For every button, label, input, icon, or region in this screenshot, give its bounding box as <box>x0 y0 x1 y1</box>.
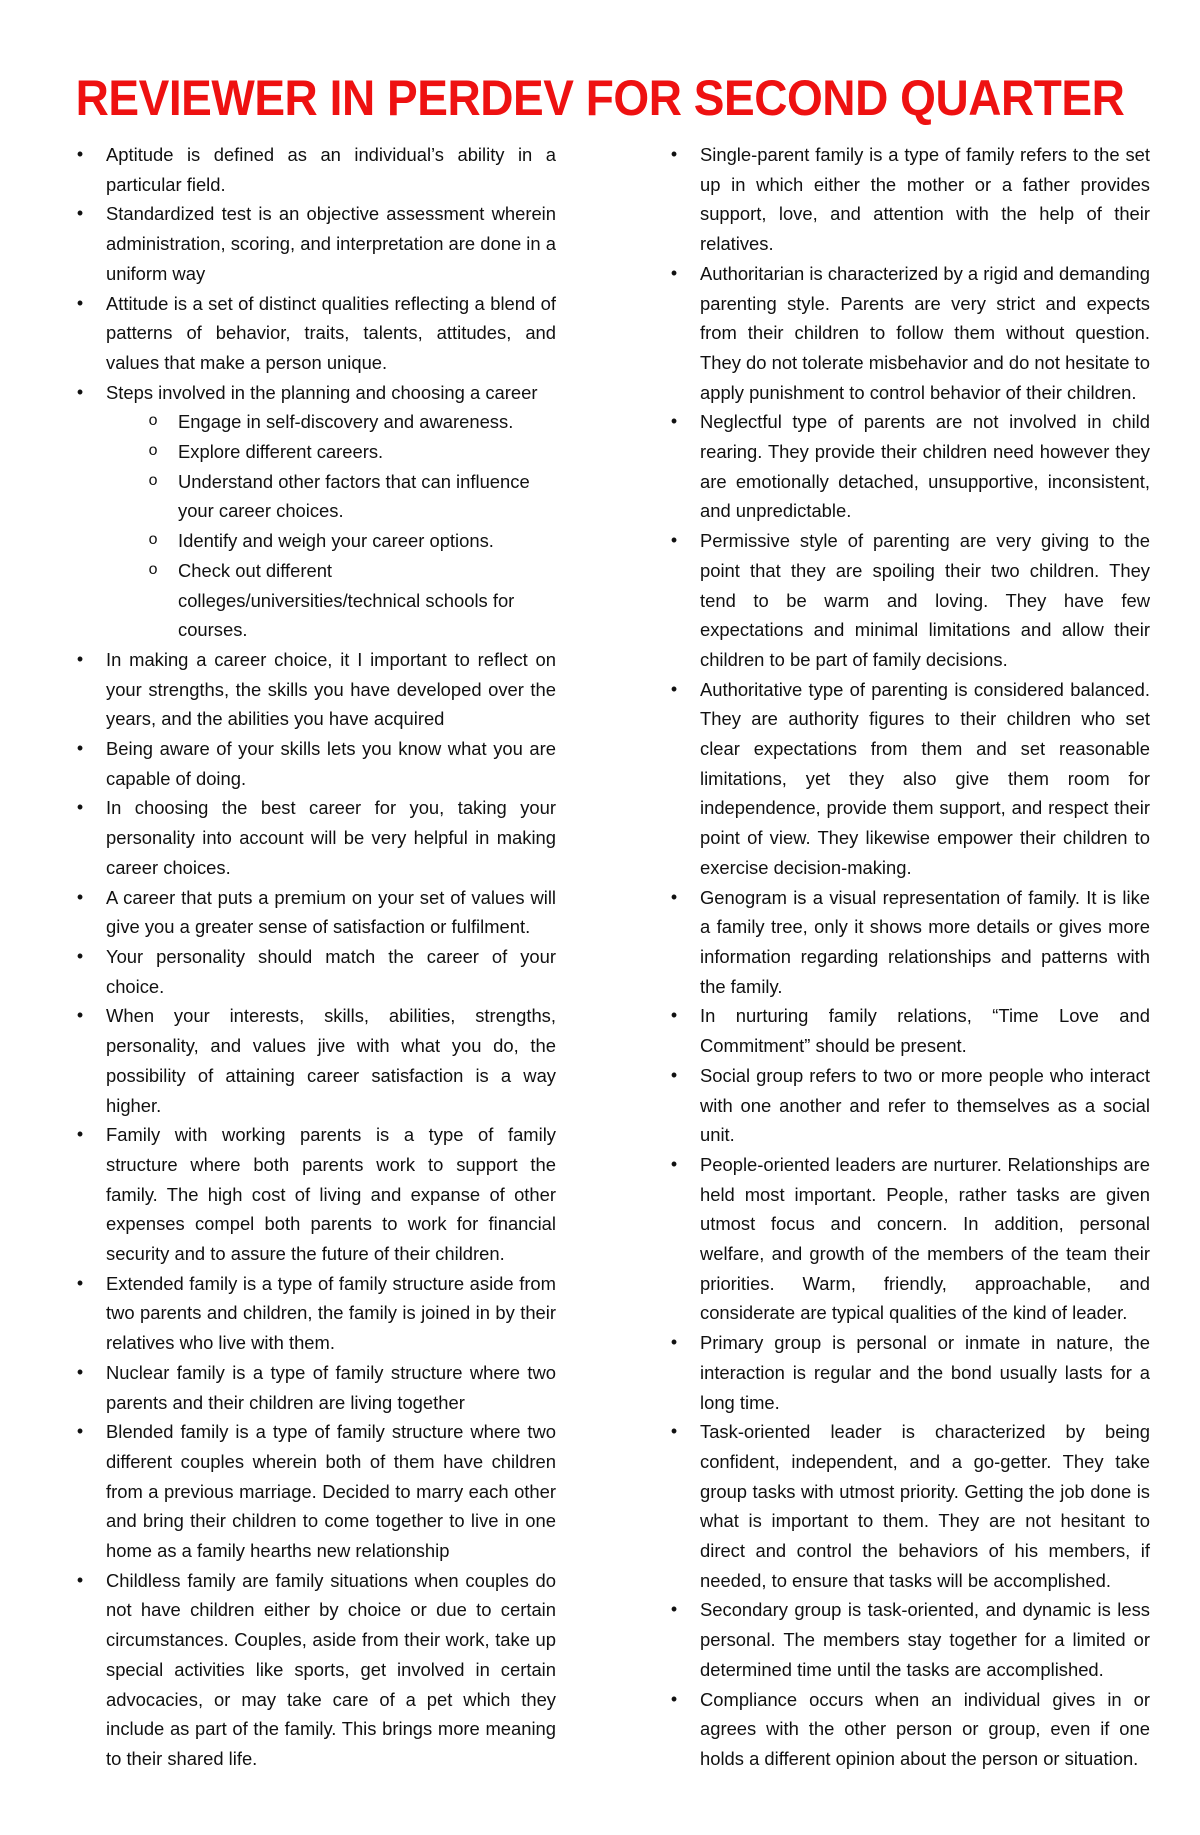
list-item <box>70 1120 556 1269</box>
bullet-icon: • <box>76 381 84 402</box>
bullet-icon: • <box>76 886 84 907</box>
item-text: Genogram is a visual representation of family. It is like a family tree, only it shows more details or gives more information regarding relationships and patterns with the family. <box>700 886 1150 997</box>
list-item <box>70 793 556 882</box>
left-column <box>70 140 556 1774</box>
bullet-icon: • <box>670 1332 678 1353</box>
list-item <box>664 1595 1150 1684</box>
item-text: In making a career choice, it I important to reflect on your strengths, the skills you have developed over the years, and the abilities you have acquired <box>106 648 556 730</box>
list-item <box>664 140 1150 259</box>
sub-bullet-icon: o <box>148 412 158 431</box>
item-text: Aptitude is defined as an individual’s ability in a particular field. <box>106 144 556 195</box>
sub-list-item <box>106 556 556 645</box>
bullet-icon: • <box>76 945 84 966</box>
list-item <box>70 289 556 378</box>
bullet-icon: • <box>76 1421 84 1442</box>
item-text: Secondary group is task-oriented, and dynamic is less personal. The members stay together for a limited or determined time until the tasks are accomplished. <box>700 1599 1150 1680</box>
bullet-icon: • <box>76 292 84 313</box>
bullet-icon: • <box>670 144 678 164</box>
bullet-icon: • <box>670 886 678 907</box>
item-text: Extended family is a type of family structure aside from two parents and children, the family is joined in by their relatives who live with them. <box>106 1272 556 1354</box>
list-item <box>664 883 1150 1002</box>
list-item <box>70 1269 556 1358</box>
bullet-icon: • <box>76 144 84 164</box>
item-text: Task-oriented leader is characterized by being confident, independent, and a go-getter. They take group tasks with utmost priority. Getting the job done is what is important to them. They are not hesitant to direct and control the behaviors of his members, if needed, to ensure that tasks will be accomplished. <box>700 1421 1150 1591</box>
bullet-icon: • <box>76 797 84 818</box>
sub-bullet-icon: o <box>148 560 158 579</box>
bullet-icon: • <box>76 1005 84 1026</box>
sub-bullet-icon: o <box>148 471 158 490</box>
list-item <box>664 259 1150 408</box>
bullet-icon: • <box>670 1688 678 1709</box>
list-item <box>70 883 556 942</box>
list-item <box>70 378 556 645</box>
list-item <box>70 734 556 793</box>
bullet-icon: • <box>670 678 678 699</box>
list-item <box>70 645 556 734</box>
sub-item-text: Check out different colleges/universities/technical schools for courses. <box>178 559 515 641</box>
list-item <box>664 1150 1150 1328</box>
bullet-icon: • <box>670 1599 678 1620</box>
list-item <box>664 1061 1150 1150</box>
bullet-icon: • <box>670 530 678 551</box>
list-item <box>70 1417 556 1566</box>
item-text: Being aware of your skills lets you know what you are capable of doing. <box>106 738 556 789</box>
bullet-icon: • <box>670 1064 678 1085</box>
item-text: Nuclear family is a type of family structure where two parents and their children are living together <box>106 1361 556 1413</box>
item-text: Authoritative type of parenting is considered balanced. They are authority figures to their children who set clear expectations from them and set reasonable limitations, yet they also give them room for independence, provide them support, and respect their point of view. They likewise empower their children to exercise decision-making. <box>700 678 1150 878</box>
right-column <box>664 140 1150 1774</box>
list-item <box>664 1001 1150 1060</box>
item-text: Family with working parents is a type of family structure where both parents work to support the family. The high cost of living and expanse of other expenses compel both parents to work for financial security and to assure the future of their children. <box>106 1124 556 1265</box>
list-item <box>664 1328 1150 1417</box>
sub-item-text: Identify and weigh your career options. <box>178 530 494 552</box>
item-text: Social group refers to two or more people who interact with one another and refer to themselves as a social unit. <box>700 1064 1150 1146</box>
career-steps-list <box>106 407 556 645</box>
bullet-icon: • <box>670 1153 678 1174</box>
list-item <box>664 407 1150 526</box>
sub-bullet-icon: o <box>148 531 158 550</box>
sub-item-text: Engage in self-discovery and awareness. <box>178 411 514 433</box>
sub-item-text: Understand other factors that can influence your career choices. <box>178 470 530 522</box>
item-text: Childless family are family situations when couples do not have children either by choice or due to certain circumstances. Couples, aside from their work, take up special activities like sports, get involved in certain advocacies, or may take care of a pet which they include as part of the family. This brings more meaning to their shared life. <box>106 1569 556 1769</box>
list-item <box>70 140 556 199</box>
item-text: Compliance occurs when an individual gives in or agrees with the other person or group, even if one holds a different opinion about the person or situation. <box>700 1688 1150 1769</box>
sub-item-text: Explore different careers. <box>178 441 384 463</box>
list-item <box>70 1358 556 1417</box>
bullet-icon: • <box>76 1272 84 1293</box>
list-item <box>70 1566 556 1774</box>
sub-list-item <box>106 526 556 556</box>
sub-bullet-icon: o <box>148 442 158 461</box>
item-text: Attitude is a set of distinct qualities reflecting a blend of patterns of behavior, traits, talents, attitudes, and values that make a person unique. <box>106 292 556 373</box>
item-text: Authoritarian is characterized by a rigid and demanding parenting style. Parents are very strict and expects from their children to follow them without question. They do not tolerate misbehavior and do not hesitate to apply punishment to control behavior of their children. <box>700 262 1150 403</box>
bullet-icon: • <box>670 1005 678 1026</box>
item-text: In choosing the best career for you, taking your personality into account will be very helpful in making career choices. <box>106 797 556 878</box>
list-item <box>70 199 556 288</box>
item-text: Blended family is a type of family structure where two different couples wherein both of them have children from a previous marriage. Decided to marry each other and bring their children to come together to live in one home as a family hearths new relationship <box>106 1421 556 1562</box>
sub-list-item <box>106 407 556 437</box>
sub-list-item <box>106 437 556 467</box>
list-item <box>70 942 556 1001</box>
bullet-icon: • <box>76 738 84 759</box>
item-text: Steps involved in the planning and choosing a career <box>106 381 538 403</box>
item-text: When your interests, skills, abilities, strengths, personality, and values jive with what you do, the possibility of attaining career satisfaction is a way higher. <box>106 1005 556 1116</box>
list-item <box>664 1685 1150 1774</box>
item-text: Single-parent family is a type of family refers to the set up in which either the mother or a father provides support, love, and attention with the help of their relatives. <box>700 144 1150 255</box>
sub-list-item <box>106 467 556 526</box>
list-item <box>664 675 1150 883</box>
page-title: REVIEWER IN PERDEV FOR SECOND QUARTER <box>75 70 1125 126</box>
list-item <box>70 1001 556 1120</box>
list-item <box>664 1417 1150 1595</box>
bullet-icon: • <box>76 1569 84 1590</box>
item-text: People-oriented leaders are nurturer. Relationships are held most important. People, rather tasks are given utmost focus and concern. In addition, personal welfare, and growth of the members of the team their priorities. Warm, friendly, approachable, and considerate are typical qualities of the kind of leader. <box>700 1153 1150 1324</box>
bullet-icon: • <box>670 1421 678 1442</box>
bullet-icon: • <box>670 262 678 283</box>
item-text: Standardized test is an objective assessment wherein administration, scoring, and interpretation are done in a uniform way <box>106 203 556 284</box>
item-text: Permissive style of parenting are very giving to the point that they are spoiling their two children. They tend to be warm and loving. They have few expectations and minimal limitations and allow their children to be part of family decisions. <box>700 530 1150 670</box>
bullet-icon: • <box>76 1124 84 1145</box>
list-item <box>664 526 1150 675</box>
bullet-icon: • <box>670 411 678 432</box>
bullet-icon: • <box>76 648 84 669</box>
item-text: Your personality should match the career of your choice. <box>106 945 556 997</box>
item-text: Primary group is personal or inmate in nature, the interaction is regular and the bond usually lasts for a long time. <box>700 1332 1150 1413</box>
bullet-icon: • <box>76 1361 84 1382</box>
item-text: Neglectful type of parents are not involved in child rearing. They provide their children need however they are emotionally detached, unsupportive, inconsistent, and unpredictable. <box>700 411 1150 522</box>
item-text: A career that puts a premium on your set of values will give you a greater sense of satisfaction or fulfilment. <box>106 886 556 938</box>
bullet-icon: • <box>76 203 84 224</box>
item-text: In nurturing family relations, “Time Love and Commitment” should be present. <box>700 1005 1150 1057</box>
